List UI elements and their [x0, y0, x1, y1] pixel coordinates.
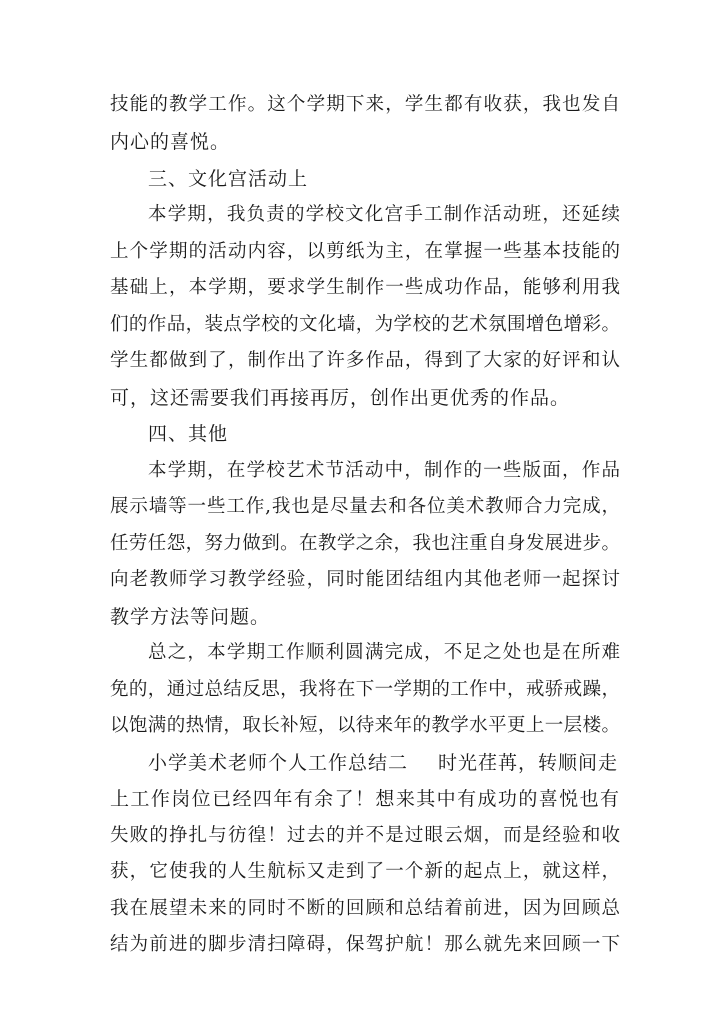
paragraph-line: 任劳任怨，努力做到。在教学之余，我也注重自身发展进步。 [110, 533, 620, 554]
paragraph-line: 失败的挣扎与彷徨！过去的并不是过眼云烟，而是经验和收 [110, 825, 620, 846]
paragraph-line: 学生都做到了，制作出了许多作品，得到了大家的好评和认 [110, 350, 620, 371]
paragraph-line: 基础上，本学期，要求学生制作一些成功作品，能够利用我 [110, 277, 620, 298]
paragraph-line: 本学期，我负责的学校文化宫手工制作活动班，还延续 [148, 204, 620, 225]
paragraph-line: 展示墙等一些工作,我也是尽量去和各位美术教师合力完成， [110, 496, 620, 517]
paragraph-line: 们的作品，装点学校的文化墙，为学校的艺术氛围增色增彩。 [110, 314, 620, 335]
paragraph-line: 以饱满的热情，取长补短，以待来年的教学水平更上一层楼。 [110, 715, 620, 736]
paragraph-line: 结为前进的脚步清扫障碍，保驾护航！那么就先来回顾一下 [110, 934, 620, 955]
paragraph-line: 我在展望未来的同时不断的回顾和总结着前进，因为回顾总 [110, 898, 620, 919]
paragraph-line: 向老教师学习教学经验，同时能团结组内其他老师一起探讨 [110, 569, 620, 590]
section-heading: 四、其他 [148, 423, 229, 445]
paragraph-line: 可，这还需要我们再接再厉，创作出更优秀的作品。 [110, 387, 571, 409]
section-title: 小学美术老师个人工作总结二 [148, 752, 409, 774]
paragraph-start: 时光荏苒，转顺间走 [438, 752, 619, 774]
paragraph-line: 上个学期的活动内容，以剪纸为主，在掌握一些基本技能的 [110, 241, 620, 262]
paragraph-line: 上工作岗位已经四年有余了！想来其中有成功的喜悦也有 [110, 788, 620, 810]
paragraph-line: 免的，通过总结反思，我将在下一学期的工作中，戒骄戒躁， [110, 679, 620, 700]
paragraph-line: 本学期，在学校艺术节活动中，制作的一些版面，作品 [148, 460, 620, 481]
paragraph-line: 技能的教学工作。这个学期下来，学生都有收获，我也发自 [110, 94, 620, 115]
paragraph-line: 获，它使我的人生航标又走到了一个新的起点上，就这样， [110, 861, 620, 882]
paragraph-line [148, 749, 620, 777]
paragraph-line: 教学方法等问题。 [110, 606, 271, 628]
section-heading: 三、文化宫活动上 [148, 168, 309, 190]
paragraph-line: 总之，本学期工作顺利圆满完成，不足之处也是在所难 [148, 642, 620, 663]
paragraph-line: 内心的喜悦。 [110, 131, 231, 153]
